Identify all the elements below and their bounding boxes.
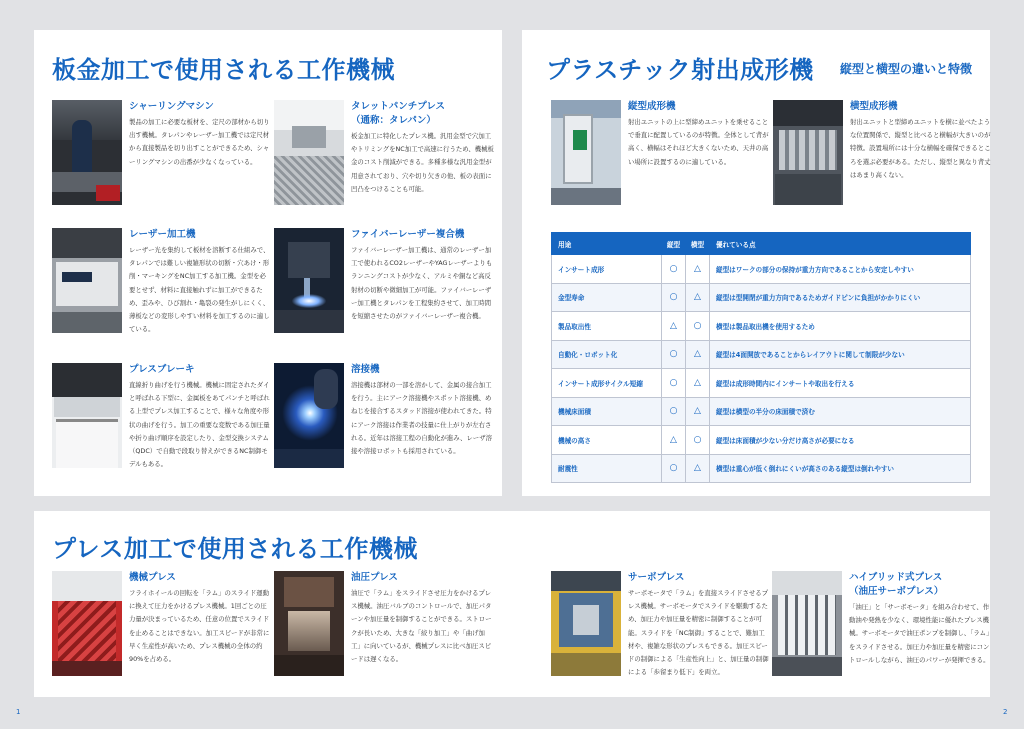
turret-punch-photo (274, 100, 344, 205)
machine-card-press-brake (52, 363, 272, 478)
advantage-cell: 縦型はワークの部分の保持が重力方向であることから安定しやすい (710, 255, 971, 284)
vertical-mark: △ (662, 312, 686, 341)
horizontal-molding-photo (773, 100, 843, 205)
sheet-metal-title: 板金加工で使用される工作機械 (52, 56, 395, 84)
use-cell: 耐震性 (552, 454, 662, 483)
mechanical-press-photo (52, 571, 122, 676)
table-row (552, 397, 971, 426)
hybrid-press-photo (772, 571, 842, 676)
table-row (552, 369, 971, 398)
machine-description: 製品の加工に必要な板材を、定尺の部材から切り出す機械。タレパンやレーザー加工機では定尺材から直接製品を切り出すことができるため、シャーリングマシンの出番が少なくなっている。 (129, 118, 270, 166)
use-cell: 機械の高さ (552, 426, 662, 455)
fiber-laser-photo (274, 228, 344, 333)
machine-card-vertical-molding (551, 100, 771, 215)
use-cell: 機械床面積 (552, 397, 662, 426)
horizontal-mark: △ (686, 255, 710, 284)
use-cell: インサート成形サイクル短縮 (552, 369, 662, 398)
table-row (552, 454, 971, 483)
machine-card-hybrid-press (772, 571, 992, 686)
machine-name: 縦型成形機 (628, 101, 676, 112)
vertical-mark: ○ (662, 283, 686, 312)
laser-cutter-photo (52, 228, 122, 333)
table-row (552, 426, 971, 455)
table-row (552, 340, 971, 369)
machine-description: 油圧で「ラム」をスライドさせ圧力をかけるプレス機械。油圧バルブのコントロールで、加圧パターンや加圧量を制御することができる。ストロークが長いため、大きな「絞り加工」や「曲げ加工」に向いているが、機械プレスに比べ加圧スピードは遅くなる。 (351, 589, 492, 664)
machine-card-servo-press (551, 571, 771, 686)
machine-card-hydraulic-press (274, 571, 494, 686)
machine-description: サーボモータで「ラム」を直接スライドさせるプレス機械。サーボモータでスライドを駆動するため、加圧力や加圧量を精密に制御することが可能。スライドを「NC制御」することで、難加工材や、複雑な形状のプレスもできる。加圧スピードの制御による「生産性向上」と、加圧量の制御による「歩留まり低下」を両立。 (628, 589, 769, 677)
press-brake-photo (52, 363, 122, 468)
vertical-mark: ○ (662, 454, 686, 483)
vertical-mark: ○ (662, 340, 686, 369)
injection-subtitle: 縦型と横型の違いと特徴 (840, 62, 973, 76)
advantage-cell: 縦型は床面積が少ない分だけ高さが必要になる (710, 426, 971, 455)
servo-press-photo (551, 571, 621, 676)
machine-description: 溶接機は部材の一部を溶かして、金属の接合加工を行う。主にアーク溶接機やスポット溶接機、めねじを接合するスタッド溶接が使われてきた。特にアーク溶接は作業者の技量に仕上がりが左右される。近年は溶接工程の自動化が進み、レーザ溶接や溶接ロボットも採用されている。 (351, 381, 492, 456)
page-number-left: 1 (16, 708, 21, 716)
use-cell: 製品取出性 (552, 312, 662, 341)
vertical-mark: ○ (662, 397, 686, 426)
machine-name: サーボプレス (628, 572, 685, 583)
machine-card-fiber-laser (274, 228, 494, 343)
horizontal-mark: △ (686, 397, 710, 426)
table-row (552, 312, 971, 341)
machine-name: シャーリングマシン (129, 101, 214, 112)
shearing-machine-photo (52, 100, 122, 205)
machine-description: レーザー光を集約して板材を溶断する仕組みで、タレパンでは難しい複雑形状の切断・穴あけ・形削・マーキングをNC加工する加工機。金型を必要とせず、材料に直接触れずに加工ができるため、歪みや、ひび割れ・亀裂の発生がしにくく、薄板などの変形しやすい材料を加工するのに適している。 (129, 246, 270, 334)
machine-name: 溶接機 (351, 364, 380, 375)
injection-panel (522, 30, 990, 496)
press-panel (34, 511, 990, 697)
vertical-mark: ○ (662, 255, 686, 284)
vertical-mark: △ (662, 426, 686, 455)
machine-description: ファイバーレーザー加工機は、通常のレーザー加工で使われるCO2レーザーやYAGレーザーよりもランニングコストが少なく、アルミや銅など高反射材の切断や微細加工が可能。ファイバーレーザー加工機とタレパンを工程集約させて、加工時間を短縮させたのがファイバーレーザー複合機。 (351, 246, 493, 321)
use-cell: 自動化・ロボット化 (552, 340, 662, 369)
machine-description: 板金加工に特化したプレス機。汎用金型で穴加工やトリミングをNC加工で高速に行うため、機械板金のコスト削減ができる。多種多様な汎用金型が用意されており、穴や切り欠きの他、板の表面に凹凸をつけることも可能。 (351, 132, 494, 193)
machine-card-welder (274, 363, 494, 478)
machine-card-turret-punch (274, 100, 494, 215)
machine-name: プレスブレーキ (129, 364, 195, 375)
advantage-cell: 横型は重心が低く倒れにくいが高さのある縦型は倒れやすい (710, 454, 971, 483)
table-header-row (552, 233, 971, 255)
header-horizontal: 横型 (686, 233, 710, 255)
horizontal-mark: △ (686, 283, 710, 312)
machine-name: タレットパンチプレス （通称：タレパン） (351, 101, 446, 126)
machine-description: 射出ユニットと型締めユニットを横に並べたような位置関係で、縦型と比べると横幅が大きいのが特徴。設置場所には十分な横幅を確保できるところを選ぶ必要がある。ただし、縦型と異なり背丈はあまり高くない。 (850, 118, 991, 179)
horizontal-mark: △ (686, 340, 710, 369)
advantage-cell: 縦型は型開閉が重力方向であるためガイドピンに負担がかかりにくい (710, 283, 971, 312)
vertical-molding-photo (551, 100, 621, 205)
hydraulic-press-photo (274, 571, 344, 676)
machine-description: フライホイールの回転を「ラム」のスライド運動に換えて圧力をかけるプレス機械。1回ごとの圧力量が決まっているため、任意の位置でスライドを止めることはできない。加工スピードが非常に早く生産性が高いため、プレス機械の全体の約90%を占める。 (129, 589, 270, 664)
machine-card-shearing (52, 100, 272, 215)
horizontal-mark: △ (686, 369, 710, 398)
table-row (552, 283, 971, 312)
machine-name: 油圧プレス (351, 572, 398, 583)
horizontal-mark: △ (686, 454, 710, 483)
machine-description: 「油圧」と「サーボモータ」を組み合わせて、作動油や発熱を少なく、環境性能に優れたプレス機械。サーボモータで油圧ポンプを制御し、「ラム」をスライドさせる。加圧力や加圧量を精密にコントロールしながら、油圧のパワーが発揮できる。 (849, 603, 990, 664)
sheet-metal-panel (34, 30, 502, 496)
machine-name: 機械プレス (129, 572, 176, 583)
advantage-cell: 縦型は横型の半分の床面積で済む (710, 397, 971, 426)
machine-name: レーザー加工機 (129, 229, 196, 240)
horizontal-mark: ○ (686, 426, 710, 455)
advantage-cell: 縦型は成形時間内にインサートや取出を行える (710, 369, 971, 398)
advantage-cell: 横型は製品取出機を使用するため (710, 312, 971, 341)
page-number-right: 2 (1003, 708, 1008, 716)
machine-name: ファイバーレーザー複合機 (351, 229, 465, 240)
injection-title: プラスチック射出成形機 (546, 56, 814, 84)
horizontal-mark: ○ (686, 312, 710, 341)
use-cell: インサート成形 (552, 255, 662, 284)
machine-card-horizontal-molding (773, 100, 993, 215)
comparison-table (551, 232, 971, 483)
header-use: 用途 (552, 233, 662, 255)
machine-description: 射出ユニットの上に型締めユニットを乗せることで垂直に配置しているのが特徴。全体として背が高く、横幅はそれほど大きくないため、天井の高い場所に設置するのに適している。 (628, 118, 769, 166)
welding-photo (274, 363, 344, 468)
table-row (552, 255, 971, 284)
machine-name: 横型成形機 (850, 101, 898, 112)
header-vertical: 縦型 (662, 233, 686, 255)
machine-card-laser (52, 228, 272, 343)
press-title: プレス加工で使用される工作機械 (52, 535, 418, 563)
machine-card-mechanical-press (52, 571, 272, 686)
machine-name: ハイブリッド式プレス （油圧サーボプレス） (849, 572, 944, 597)
machine-description: 直線折り曲げを行う機械。機械に固定されたダイと呼ばれる下型に、金属板をあてパンチと呼ばれる上型でプレス加工することで、様々な角度や形状の曲げを行う。加工の重要な変数である加圧量や折り曲げ順序を設定したり、金型交換システム（QDC）で自動で段取り替えができるNC制御モデルもある。 (129, 381, 270, 469)
use-cell: 金型寿命 (552, 283, 662, 312)
vertical-mark: ○ (662, 369, 686, 398)
header-advantage: 優れている点 (710, 233, 971, 255)
advantage-cell: 縦型は4面開放であることからレイアウトに関して制限が少ない (710, 340, 971, 369)
